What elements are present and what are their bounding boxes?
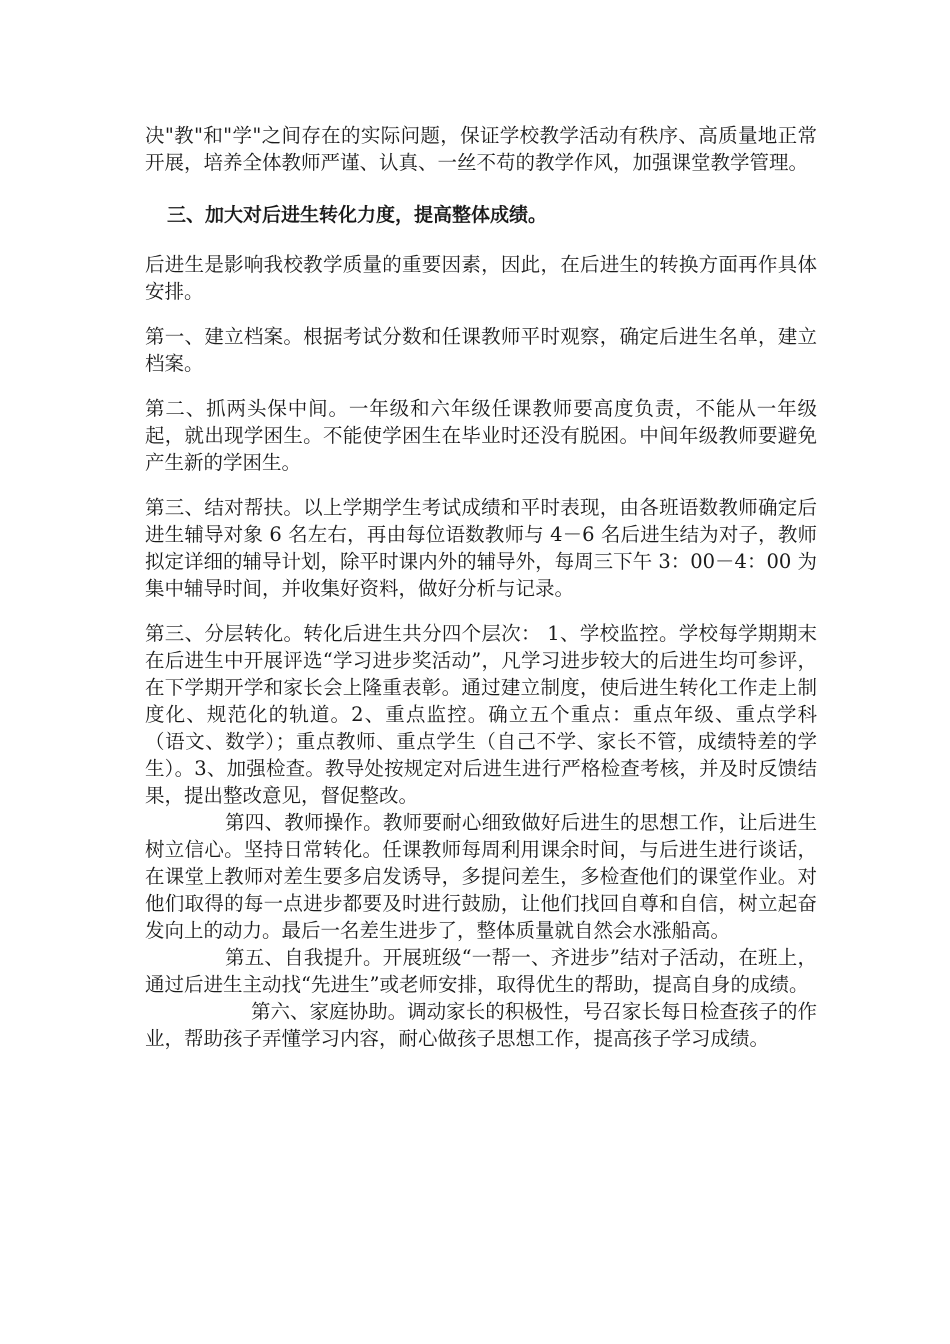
paragraph-overview: 后进生是影响我校教学质量的重要因素，因此，在后进生的转换方面再作具体安排。 xyxy=(145,253,817,303)
paragraph-layered: 第三、分层转化。转化后进生共分四个层次： 1、学校监控。学校每学期期末在后进生中开展评选“学习进步奖活动”，凡学习进步较大的后进生均可参评，在下学期开学和家长会上隆重表彰。通过建立制度，使后进生转化工作走上制度化、规范化的轨道。2、重点监控。确立五个重点：重点年级、重点学科（语文、数学）；重点教师、重点学生（自己不学、家长不管，成绩特差的学生）。3、加强检查。教导处按规定对后进生进行严格检查考核，并及时反馈结果，提出整改意见，督促整改。 xyxy=(145,622,817,807)
paragraph-pairing: 第三、结对帮扶。以上学期学生考试成绩和平时表现，由各班语数教师确定后进生辅导对象 6 名左右，再由每位语数教师与 4－6 名后进生结为对子，教师拟定详细的辅导计划，除平时课内外的辅导外，每周三下午 3：00－4：00 为集中辅导时间，并收集好资料，做好分析与记录。 xyxy=(145,496,817,600)
paragraph-intro: 决"教"和"学"之间存在的实际问题，保证学校教学活动有秩序、高质量地正常开展，培养全体教师严谨、认真、一丝不苟的教学作风，加强课堂教学管理。 xyxy=(145,124,817,174)
paragraph-middle: 第二、抓两头保中间。一年级和六年级任课教师要高度负责，不能从一年级起，就出现学困生。不能使学困生在毕业时还没有脱困。中间年级教师要避免产生新的学困生。 xyxy=(145,397,817,474)
paragraph-self: 第五、自我提升。开展班级“一帮一、齐进步”结对子活动，在班上，通过后进生主动找“先进生”或老师安排，取得优生的帮助，提高自身的成绩。 xyxy=(145,946,817,996)
paragraph-teacher: 第四、教师操作。教师要耐心细致做好后进生的思想工作，让后进生树立信心。坚持日常转化。任课教师每周利用课余时间，与后进生进行谈话，在课堂上教师对差生要多启发诱导，多提问差生，多检查他们的课堂作业。对他们取得的每一点进步都要及时进行鼓励，让他们找回自尊和自信，树立起奋发向上的动力。最后一名差生进步了，整体质量就自然会水涨船高。 xyxy=(145,811,817,942)
section-heading: 三、加大对后进生转化力度，提高整体成绩。 xyxy=(167,204,548,226)
document-page xyxy=(145,122,817,1052)
paragraph-family: 第六、家庭协助。调动家长的积极性，号召家长每日检查孩子的作业，帮助孩子弄懂学习内容，耐心做孩子思想工作，提高孩子学习成绩。 xyxy=(145,1000,817,1050)
paragraph-archive: 第一、建立档案。根据考试分数和任课教师平时观察，确定后进生名单，建立档案。 xyxy=(145,325,817,375)
